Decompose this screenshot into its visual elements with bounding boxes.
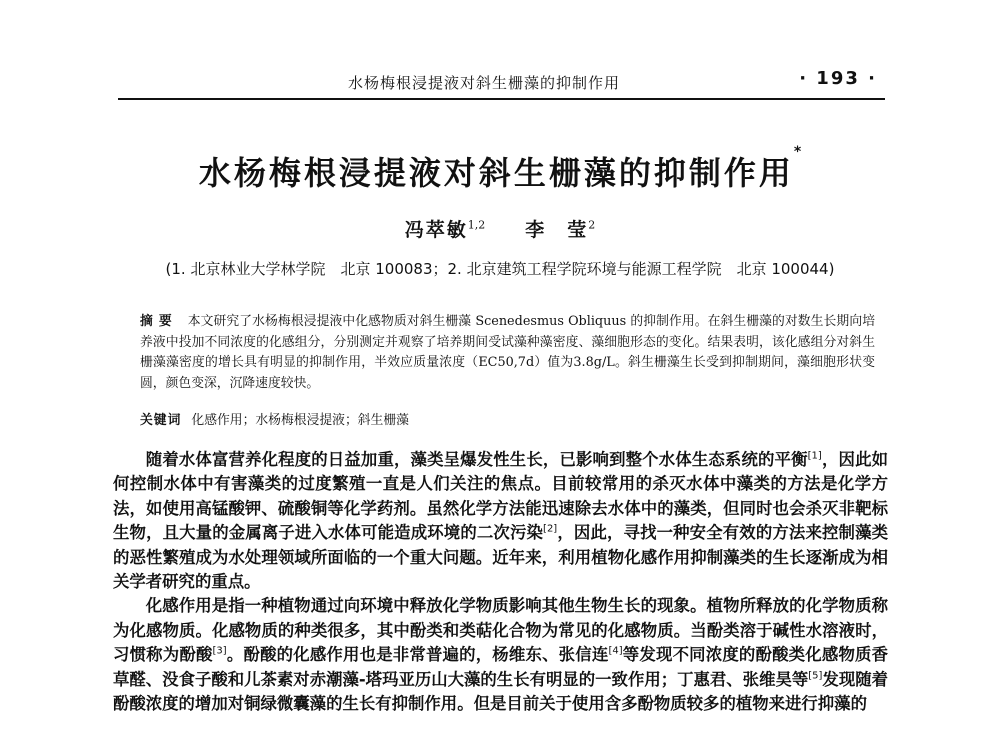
citation-1: [1] (807, 450, 822, 462)
paragraph-1 (113, 448, 888, 594)
p2-text-b: 。酚酸的化感作用也是非常普遍的，杨维东、张信连 (226, 645, 609, 665)
paragraph-2 (113, 594, 888, 716)
citation-4: [4] (608, 645, 623, 657)
running-title: 水杨梅根浸提液对斜生栅藻的抑制作用 (348, 74, 621, 92)
p1-text-b: ，因此如何控制水体中有害藻类的过度繁殖一直是人们关注的焦点。目前较常用的杀灭水体中藻类的方法是化学方法，如使用高锰酸钾、硫酸铜等化学药剂。虽然化学方法能迅速除去水体中的藻类，但同时也会杀灭非靶标生物，且大量的金属离子进入水体可能造成环境的二次污染 (113, 450, 889, 543)
citation-2: [2] (543, 523, 558, 535)
body-text (113, 448, 888, 716)
keywords-label: 关键词 (140, 413, 182, 428)
author-1-affil: 1,2 (467, 218, 486, 232)
author-2 (525, 219, 595, 241)
keywords (140, 409, 875, 428)
author-2-affil: 2 (588, 218, 596, 232)
p1-text-a: 随着水体富营养化程度的日益加重，藻类呈爆发性生长，已影响到整个水体生态系统的平衡 (145, 450, 808, 469)
paper-title (0, 144, 1000, 194)
page-number: · 193 · (799, 68, 877, 89)
author-line (0, 215, 1000, 242)
abstract-label: 摘要 (140, 314, 178, 329)
author-1 (405, 219, 486, 241)
p2-text-d: 发现随着酚酸浓度的增加对铜绿微囊藻的生长有抑制作用。但是目前关于使用含多酚物质较多的植物来进行抑藻的 (113, 669, 888, 714)
p2-text-c: 等发现不同浓度的酚酸类化感物质香草醛、没食子酸和儿茶素对赤潮藻-塔玛亚历山大藻的生长有明显的一致作用；丁惠君、张维昊等 (113, 645, 889, 689)
p1-text-c: ，因此，寻找一种安全有效的方法来控制藻类的恶性繁殖成为水处理领域所面临的一个重大问题。近年来，利用植物化感作用抑制藻类的生长逐渐成为相关学者研究的重点。 (113, 523, 889, 592)
title-footnote-mark: * (793, 144, 802, 160)
p2-text-a: 化感作用是指一种植物通过向环境中释放化学物质影响其他生物生长的现象。植物所释放的化学物质称为化感物质。化感物质的种类很多，其中酚类和类萜化合物为常见的化感物质。当酚类溶于碱性水溶液时，习惯称为酚酸 (113, 596, 888, 665)
abstract (140, 312, 875, 394)
abstract-text: 本文研究了水杨梅根浸提液中化感物质对斜生栅藻 Scenedesmus Obliquus 的抑制作用。在斜生栅藻的对数生长期向培养液中投加不同浓度的化感组分，分别测定并观察了培养期间受试藻种藻密度、藻细胞形态的变化。结果表明，该化感组分对斜生栅藻藻密度的增长具有明显的抑制作用，半效应质量浓度（EC50,7d）值为3.8g/L。斜生栅藻生长受到抑制期间，藻细胞形状变圆，颜色变深，沉降速度较快。 (140, 314, 875, 391)
author-2-name: 李 莹 (525, 219, 589, 241)
affiliation: (1. 北京林业大学林学院 北京 100083；2. 北京建筑工程学院环境与能源工程学院 北京 100044) (165, 260, 835, 278)
running-header (118, 66, 885, 100)
citation-3: [3] (212, 645, 227, 657)
keywords-text: 化感作用；水杨梅根浸提液；斜生栅藻 (191, 413, 409, 428)
paper-title-text: 水杨梅根浸提液对斜生栅藻的抑制作用 (198, 154, 794, 192)
author-1-name: 冯萃敏 (404, 219, 468, 241)
citation-5: [5] (808, 670, 823, 682)
